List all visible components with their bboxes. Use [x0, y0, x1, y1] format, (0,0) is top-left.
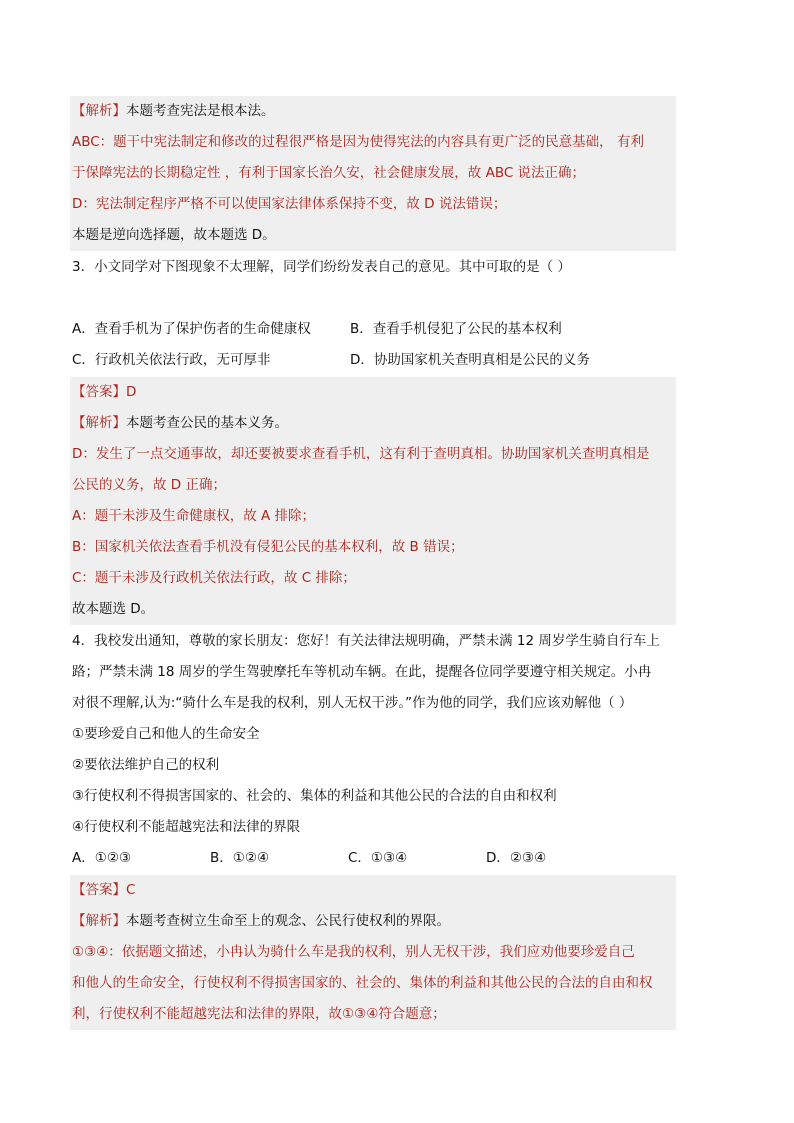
analysis-conclusion: 本题是逆向选择题，故本题选 D。: [70, 220, 676, 251]
q3-option-d: D．协助国家机关查明真相是公民的义务: [350, 352, 590, 368]
q3-option-b: B．查看手机侵犯了公民的基本权利: [350, 321, 562, 337]
question-3-stem: 3．小文同学对下图现象不太理解，同学们纷纷发表自己的意见。其中可取的是（ ）: [72, 259, 571, 275]
answer-label: 【答案】: [72, 882, 126, 898]
question-4-stem: 路；严禁未满 18 周岁的学生驾驶摩托车等机动车辆。在此，提醒各位同学要遵守相关规定。小冉: [72, 664, 652, 680]
analysis-text: 本题考查宪法是根本法。: [126, 103, 275, 119]
analysis-text: 本题考查树立生命至上的观念、公民行使权利的界限。: [126, 913, 450, 929]
analysis-line: 于保障宪法的长期稳定性 ，有利于国家长治久安，社会健康发展，故 ABC 说法正确；: [70, 158, 676, 189]
q4-analysis: [70, 906, 676, 937]
analysis-line: [70, 96, 676, 127]
analysis-line: 和他人的生命安全，行使权利不得损害国家的、社会的、集体的利益和其他公民的合法的自由和权: [70, 968, 676, 999]
analysis-line: ABC：题干中宪法制定和修改的过程很严格是因为使得宪法的内容具有更广泛的民意基础， 有利: [70, 127, 676, 158]
q4-statement: ③行使权利不得损害国家的、社会的、集体的利益和其他公民的合法的自由和权利: [72, 788, 557, 804]
q4-answer: [70, 875, 676, 906]
analysis-label: 【解析】: [72, 415, 126, 431]
analysis-line: A：题干未涉及生命健康权，故 A 排除；: [70, 501, 676, 532]
analysis-line: D：发生了一点交通事故，却还要被要求查看手机，这有利于查明真相。协助国家机关查明真相是: [70, 439, 676, 470]
q4-statement: ②要依法维护自己的权利: [72, 757, 220, 773]
analysis-line: ①③④：依据题文描述，小冉认为骑什么车是我的权利，别人无权干涉，我们应劝他要珍爱自己: [70, 937, 676, 968]
analysis-conclusion: 故本题选 D。: [70, 594, 676, 625]
analysis-line: 利，行使权利不能超越宪法和法律的界限，故①③④符合题意；: [70, 999, 676, 1030]
q4-statement: ①要珍爱自己和他人的生命安全: [72, 726, 260, 742]
q4-option-b: B．①②④: [210, 850, 270, 866]
analysis-label: 【解析】: [72, 913, 126, 929]
q3-analysis: [70, 408, 676, 439]
analysis-line: B：国家机关依法查看手机没有侵犯公民的基本权利，故 B 错误；: [70, 532, 676, 563]
analysis-label: 【解析】: [72, 103, 126, 119]
analysis-text: 本题考查公民的基本义务。: [126, 415, 288, 431]
q4-option-d: D．②③④: [486, 850, 547, 866]
q4-option-c: C．①③④: [348, 850, 408, 866]
answer-label: 【答案】: [72, 384, 126, 400]
q4-option-a: A．①②③: [72, 850, 132, 866]
answer-value: D: [126, 384, 137, 400]
question-4-stem: 对很不理解,认为:“骑什么车是我的权利，别人无权干涉。”作为他的同学，我们应该劝解他（ ）: [72, 695, 633, 711]
q3-option-c: C．行政机关依法行政，无可厚非: [72, 352, 271, 368]
analysis-line: D：宪法制定程序严格不可以使国家法律体系保持不变，故 D 说法错误；: [70, 189, 676, 220]
q4-statement: ④行使权利不能超越宪法和法律的界限: [72, 819, 301, 835]
analysis-line: C：题干未涉及行政机关依法行政，故 C 排除；: [70, 563, 676, 594]
answer-value: C: [126, 882, 136, 898]
analysis-line: 公民的义务，故 D 正确；: [70, 470, 676, 501]
q3-option-a: A．查看手机为了保护伤者的生命健康权: [72, 321, 311, 337]
q3-answer: [70, 377, 676, 408]
question-4-stem: 4．我校发出通知，尊敬的家长朋友：您好！有关法律法规明确，严禁未满 12 周岁学生骑自行车上: [72, 633, 660, 649]
